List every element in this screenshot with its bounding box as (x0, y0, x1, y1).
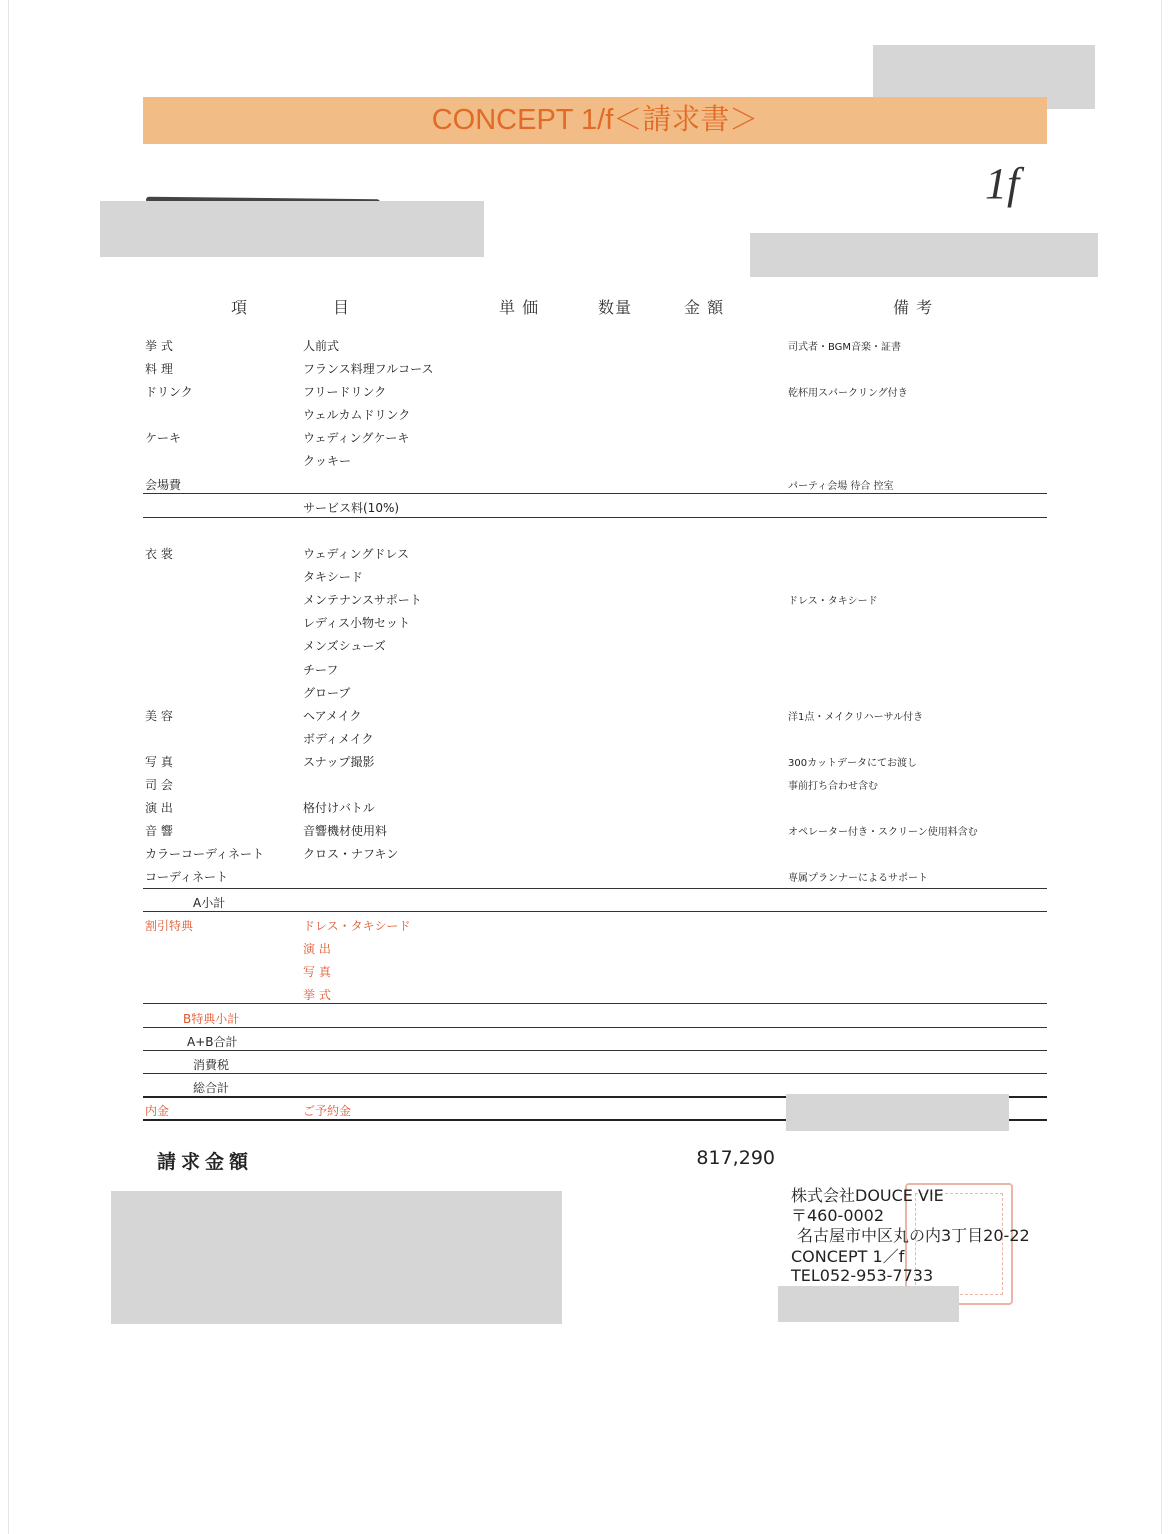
category-cell: 挙 式 (145, 339, 173, 353)
category-cell: 演 出 (145, 801, 173, 816)
item-cell: 人前式 (303, 339, 340, 353)
service-label: サービス料(10%) (303, 501, 400, 515)
subtotal-b-label: B特典小計 (183, 1012, 240, 1026)
category-cell: 司 会 (145, 778, 173, 792)
item-cell: タキシード (303, 570, 363, 585)
divider (143, 1073, 1047, 1074)
billing-amount: 817,290 (696, 1147, 775, 1169)
note-cell: 300カットデータにてお渡し (788, 757, 917, 769)
company-address: 名古屋市中区丸の内3丁目20-22 (797, 1226, 1030, 1245)
deposit-item: ご予約金 (303, 1104, 352, 1118)
divider (143, 1027, 1047, 1028)
company-name: 株式会社DOUCE VIE (791, 1186, 944, 1205)
header-item-2: 目 (333, 298, 351, 317)
item-cell: フランス料理フルコース (303, 362, 434, 376)
note-cell: 乾杯用スパークリング付き (788, 388, 908, 399)
header-qty: 数量 (598, 298, 633, 317)
divider (143, 1050, 1047, 1051)
item-cell: メンズシューズ (303, 639, 386, 654)
item-cell: グローブ (303, 685, 351, 700)
company-brand: CONCEPT 1／f (791, 1247, 905, 1266)
category-cell: 会場費 (145, 478, 182, 492)
brand-logo: 1f (985, 159, 1020, 208)
category-cell: 料 理 (145, 362, 173, 376)
category-cell: カラーコーディネート (145, 847, 265, 862)
item-cell: 挙 式 (303, 988, 331, 1002)
header-unit-price: 単 価 (499, 298, 540, 317)
item-cell: スナップ撮影 (303, 754, 375, 769)
divider (143, 1003, 1047, 1004)
category-cell: 美 容 (145, 708, 173, 723)
invoice-title: CONCEPT 1/f＜請求書＞ (431, 104, 759, 136)
deposit-label: 内金 (145, 1104, 170, 1118)
category-cell: ドリンク (145, 385, 193, 399)
note-cell: 洋1点・メイクリハーサル付き (788, 711, 924, 723)
item-cell: クッキー (303, 454, 352, 468)
item-cell: クロス・ナフキン (303, 847, 399, 862)
redacted-recipient (100, 201, 484, 257)
category-cell: 衣 裳 (145, 547, 173, 561)
company-postal: 〒460-0002 (791, 1206, 885, 1225)
header-item-1: 項 (231, 298, 249, 317)
item-cell: メンテナンスサポート (303, 593, 422, 608)
divider (143, 911, 1047, 912)
item-cell: ウェルカムドリンク (303, 408, 411, 422)
item-cell: ヘアメイク (303, 708, 362, 723)
item-cell: 演 出 (303, 942, 331, 956)
company-tel: TEL052-953-7733 (791, 1266, 934, 1285)
header-notes: 備 考 (893, 298, 934, 317)
grand-total-label: 総合計 (193, 1081, 230, 1095)
header-amount: 金 額 (684, 298, 725, 317)
divider (143, 888, 1047, 889)
item-cell: ウェディングケーキ (303, 431, 410, 445)
item-cell: チーフ (303, 662, 339, 677)
category-cell: コーディネート (145, 870, 229, 885)
divider (143, 517, 1047, 518)
item-cell: 音響機材使用料 (303, 824, 388, 839)
redacted-company-extra (778, 1286, 959, 1322)
item-cell: ドレス・タキシード (303, 919, 411, 933)
tax-label: 消費税 (193, 1058, 230, 1072)
redacted-bank-info (111, 1191, 562, 1324)
category-cell: 写 真 (145, 754, 173, 769)
note-cell: 事前打ち合わせ含む (788, 781, 878, 792)
category-cell: 割引特典 (145, 919, 194, 933)
ab-total-label: A+B合計 (187, 1035, 238, 1049)
note-cell: 専属プランナーによるサポート (788, 873, 928, 885)
item-cell: レディス小物セット (303, 616, 411, 631)
billing-label: 請求金額 (157, 1151, 254, 1173)
note-cell: オペレーター付き・スクリーン使用料含む (788, 827, 978, 839)
note-cell: パーティ会場 待合 控室 (788, 481, 894, 492)
title-banner (143, 97, 1047, 144)
redacted-date (750, 233, 1098, 277)
subtotal-a-label: A小計 (193, 896, 226, 910)
category-cell: ケーキ (145, 431, 182, 445)
note-cell: ドレス・タキシード (788, 596, 878, 608)
item-cell: 写 真 (303, 965, 331, 979)
note-cell: 司式者・BGM音楽・証書 (788, 342, 902, 353)
redacted-deposit-note (786, 1094, 1009, 1131)
item-cell: フリードリンク (303, 385, 387, 399)
item-cell: 格付けバトル (303, 801, 375, 816)
item-cell: ボディメイク (303, 731, 374, 746)
item-cell: ウェディングドレス (303, 547, 409, 561)
category-cell: 音 響 (145, 824, 173, 839)
divider (143, 493, 1047, 494)
